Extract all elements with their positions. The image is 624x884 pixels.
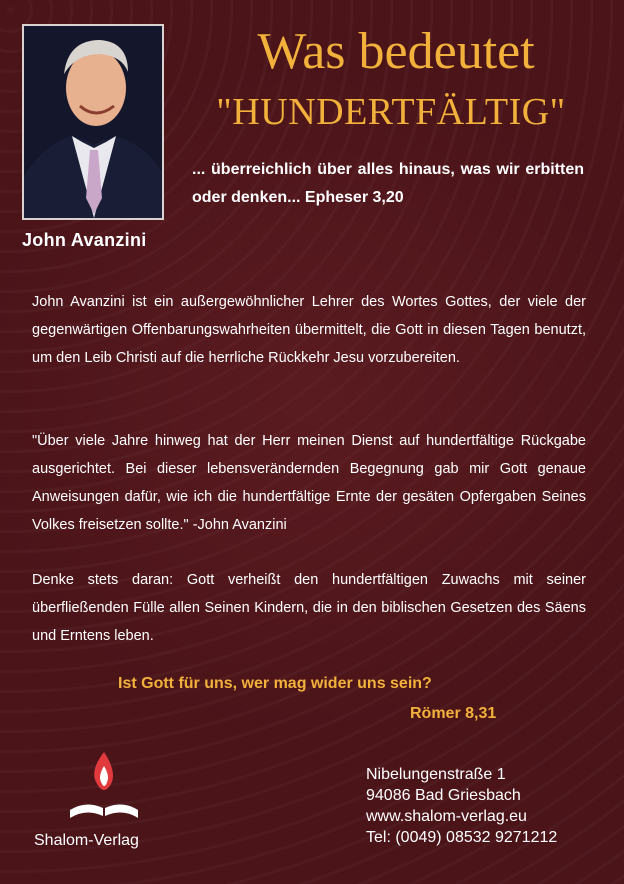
body-paragraph-2: "Über viele Jahre hinweg hat der Herr meinen Dienst auf hundertfältige Rückgabe ausgerichtet. Bei dieser lebensverändernden Begegnung gab mir Gott genaue Anweisungen dafür, wie ich die hundertfältige Ernte der gesäten Opfergaben Seines Volkes freisetzen sollte." -John Avanzini [32,433,586,533]
author-name: John Avanzini [22,230,147,250]
title-line-2: "HUNDERTFÄLTIG" [216,91,566,133]
subtitle-verse: ... überreichlich über alles hinaus, was wir erbitten oder denken... Epheser 3,20 [192,161,584,206]
closing-quote: Ist Gott für uns, wer mag wider uns sein? [118,675,432,692]
address-city: 94086 Bad Griesbach [366,787,521,804]
body-paragraph-3: Denke stets daran: Gott verheißt den hundertfältigen Zuwachs mit seiner überfließenden Fülle allen Seinen Kindern, die in den biblischen Gesetzen des Säens und Erntens leben. [32,572,586,644]
author-photo [22,24,164,220]
closing-quote-reference: Römer 8,31 [410,705,497,722]
flame-book-icon [66,748,142,822]
address-website[interactable]: www.shalom-verlag.eu [366,808,527,825]
title-line-1: Was bedeutet [257,23,535,80]
address-phone: Tel: (0049) 08532 9271212 [366,829,558,846]
publisher-name: Shalom-Verlag [34,832,139,849]
address-street: Nibelungenstraße 1 [366,766,506,783]
body-paragraph-1: John Avanzini ist ein außergewöhnlicher Lehrer des Wortes Gottes, der viele der gegenwärtigen Offenbarungswahrheiten übermittelt, die Gott in diesen Tagen benutzt, um den Leib Christi auf die herrliche Rückkehr Jesu vorzubereiten. [32,294,586,366]
publisher-address [366,764,557,848]
author-portrait [24,26,162,218]
